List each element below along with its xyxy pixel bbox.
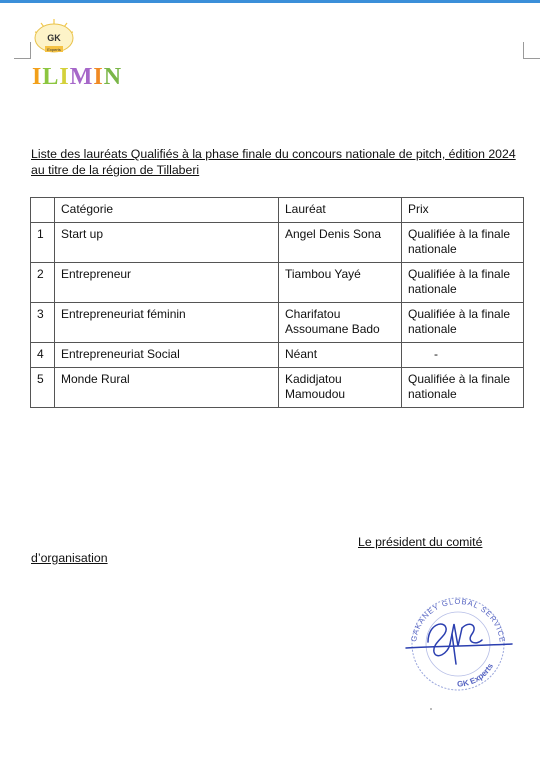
stamp-text-top: GAKANEY GLOBAL SERVICE: [409, 596, 507, 644]
brand-letter: N: [103, 64, 123, 90]
table-header-row: [31, 198, 524, 223]
gk-logo: [32, 18, 76, 56]
svg-text:GK Experts: [457, 661, 495, 688]
table-row: [31, 223, 524, 263]
row-number: 5: [31, 368, 55, 408]
official-stamp-with-signature: [398, 594, 516, 694]
row-laureate: Kadidjatou Mamoudou: [279, 368, 402, 408]
row-laureate: Charifatou Assoumane Bado: [279, 303, 402, 343]
row-prize: [402, 343, 524, 368]
row-category: Entrepreneur: [55, 263, 279, 303]
scan-speck: [430, 708, 432, 710]
stamp-text-bottom: GK Experts: [456, 661, 496, 689]
margin-mark-left: [14, 42, 31, 59]
brand-letter: I: [32, 64, 43, 90]
row-prize-dash: -: [434, 347, 438, 361]
row-prize: Qualifiée à la finale nationale: [402, 368, 524, 408]
row-number: 4: [31, 343, 55, 368]
row-number: 3: [31, 303, 55, 343]
brand-wordmark: [32, 62, 122, 92]
row-prize: Qualifiée à la finale nationale: [402, 303, 524, 343]
header-cell-prize: Prix: [402, 198, 524, 223]
row-number: 1: [31, 223, 55, 263]
svg-text:GAKANEY GLOBAL SERVICE: [409, 597, 507, 644]
row-category: Monde Rural: [55, 368, 279, 408]
table-row: [31, 343, 524, 368]
logo-text: GK: [47, 33, 61, 43]
document-heading: Liste des lauréats Qualifiés à la phase finale du concours nationale de pitch, édition 2024 au titre de la région de Tillaberi: [31, 147, 516, 177]
signature-title-line2: d’organisation: [31, 551, 108, 565]
table-row: [31, 368, 524, 408]
row-category: Entrepreneuriat Social: [55, 343, 279, 368]
margin-mark-right: [523, 42, 540, 59]
brand-letter: I: [93, 64, 104, 90]
header-cell-category: Catégorie: [55, 198, 279, 223]
logo-subtext: Experts: [47, 47, 61, 52]
row-number: 2: [31, 263, 55, 303]
row-laureate: Néant: [279, 343, 402, 368]
brand-letter: I: [59, 64, 70, 90]
table-row: [31, 263, 524, 303]
row-laureate: Angel Denis Sona: [279, 223, 402, 263]
header-cell-number: [31, 198, 55, 223]
brand-letter: M: [69, 64, 94, 90]
row-prize: Qualifiée à la finale nationale: [402, 263, 524, 303]
brand-letter: L: [42, 64, 60, 90]
table-row: [31, 303, 524, 343]
laureates-table: [30, 197, 524, 408]
signature-title-line1: Le président du comité: [358, 535, 483, 549]
row-category: Entrepreneuriat féminin: [55, 303, 279, 343]
row-category: Start up: [55, 223, 279, 263]
row-laureate: Tiambou Yayé: [279, 263, 402, 303]
top-accent-bar: [0, 0, 540, 3]
row-prize: Qualifiée à la finale nationale: [402, 223, 524, 263]
header-cell-laureate: Lauréat: [279, 198, 402, 223]
